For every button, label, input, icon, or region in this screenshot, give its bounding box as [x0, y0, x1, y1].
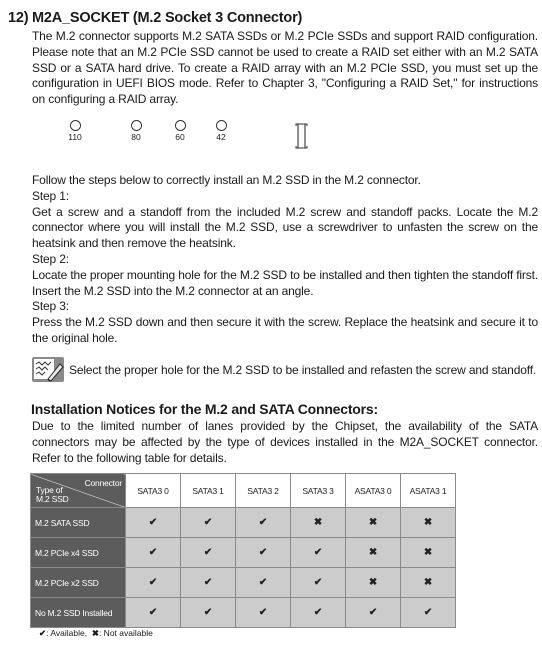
notices-heading: Installation Notices for the M.2 and SATA Connectors:	[31, 401, 378, 417]
table-row	[31, 598, 456, 628]
availability-cell: ✔	[181, 568, 236, 598]
table-header-row	[31, 474, 456, 508]
availability-cell: ✔	[401, 598, 456, 628]
column-header: ASATA3 0	[346, 474, 401, 508]
corner-type-label: Type of M.2 SSD	[36, 485, 69, 504]
availability-cell: ✔	[291, 568, 346, 598]
availability-cell: ✖	[346, 508, 401, 538]
column-header: ASATA3 1	[401, 474, 456, 508]
hole-circle-icon	[70, 120, 81, 131]
step-1-label: Step 1:	[32, 188, 69, 203]
unavailable-mark-icon: ✖	[91, 628, 99, 638]
availability-cell: ✔	[236, 538, 291, 568]
availability-cell: ✔	[346, 598, 401, 628]
availability-cell: ✖	[401, 538, 456, 568]
availability-cell: ✖	[291, 508, 346, 538]
connector-availability-table	[30, 473, 456, 628]
availability-cell: ✔	[126, 538, 181, 568]
availability-cell: ✖	[346, 538, 401, 568]
availability-cell: ✔	[291, 598, 346, 628]
row-header: M.2 PCIe x4 SSD	[31, 538, 126, 568]
step-2-text: Locate the proper mounting hole for the M.2 SSD to be installed and then tighten the standoff first. Insert the M.2 SSD into the M.2 connector at an angle.	[32, 267, 538, 298]
notices-text: Due to the limited number of lanes provided by the Chipset, the availability of the SATA connectors may be affected by the type of devices installed in the M2A_SOCKET connector. Refer to the following table for details.	[32, 419, 538, 465]
steps-intro: Follow the steps below to correctly install an M.2 SSD in the M.2 connector.	[32, 173, 421, 187]
connector-description: The M.2 connector supports M.2 SATA SSDs or M.2 PCIe SSDs and support RAID configuration. Please note that an M.2 PCIe SSD cannot be used to create a RAID set either with an M.2 SATA SSD or a SATA hard drive. To create a RAID array with an M.2 PCIe SSD, you must set up the configuration in UEFI BIOS mode. Refer to Chapter 3, "Configuring a RAID Set," for instructions on configuring a RAID array.	[32, 29, 538, 107]
availability-cell: ✔	[291, 538, 346, 568]
row-header: M.2 PCIe x2 SSD	[31, 568, 126, 598]
hole-label: 42	[216, 132, 226, 142]
hole-circle-icon	[216, 120, 227, 131]
column-header: SATA3 2	[236, 474, 291, 508]
step-3-label: Step 3:	[32, 299, 69, 314]
unavailable-text: : Not available	[98, 628, 153, 638]
hole-circle-icon	[131, 120, 142, 131]
available-text: : Available,	[46, 628, 88, 638]
m2-connector-icon	[294, 123, 309, 149]
note-text: Select the proper hole for the M.2 SSD to be installed and refasten the screw and standoff.	[69, 363, 537, 377]
availability-cell: ✖	[401, 568, 456, 598]
column-header: SATA3 3	[291, 474, 346, 508]
section-title: M2A_SOCKET (M.2 Socket 3 Connector)	[32, 10, 303, 26]
availability-cell: ✔	[126, 508, 181, 538]
mounting-hole-60	[160, 120, 200, 142]
table-row	[31, 508, 456, 538]
availability-cell: ✔	[126, 568, 181, 598]
note-pencil-icon	[31, 356, 65, 383]
availability-cell: ✔	[181, 508, 236, 538]
hole-circle-icon	[175, 120, 186, 131]
hole-label: 110	[68, 132, 82, 142]
row-header: No M.2 SSD Installed	[31, 598, 126, 628]
row-header: M.2 SATA SSD	[31, 508, 126, 538]
hole-label: 60	[175, 132, 185, 142]
availability-cell: ✔	[236, 598, 291, 628]
table-corner-cell	[31, 474, 126, 508]
step-1-text: Get a screw and a standoff from the included M.2 screw and standoff packs. Locate the M.2 connector where you will install the M.2 SSD, use a screwdriver to unfasten the screw on the heatsink and then remove the heatsink.	[32, 204, 538, 251]
installation-steps	[32, 173, 538, 347]
step-2-label: Step 2:	[32, 251, 69, 266]
availability-cell: ✖	[401, 508, 456, 538]
availability-cell: ✔	[181, 598, 236, 628]
table-row	[31, 568, 456, 598]
availability-cell: ✔	[236, 568, 291, 598]
column-header: SATA3 1	[181, 474, 236, 508]
table-legend	[39, 628, 153, 639]
availability-cell: ✖	[346, 568, 401, 598]
mounting-hole-110	[55, 120, 95, 142]
section-heading	[8, 10, 302, 26]
section-number: 12)	[8, 10, 29, 26]
hole-label: 80	[131, 132, 141, 142]
corner-connector-label: Connector	[84, 478, 122, 488]
availability-cell: ✔	[236, 508, 291, 538]
available-mark-icon: ✔	[39, 628, 47, 638]
table-row	[31, 538, 456, 568]
mounting-hole-42	[201, 120, 241, 142]
availability-cell: ✔	[126, 598, 181, 628]
column-header: SATA3 0	[126, 474, 181, 508]
availability-cell: ✔	[181, 538, 236, 568]
step-3-text: Press the M.2 SSD down and then secure it with the screw. Replace the heatsink and secure it to the original hole.	[32, 315, 538, 345]
mounting-hole-80	[116, 120, 156, 142]
